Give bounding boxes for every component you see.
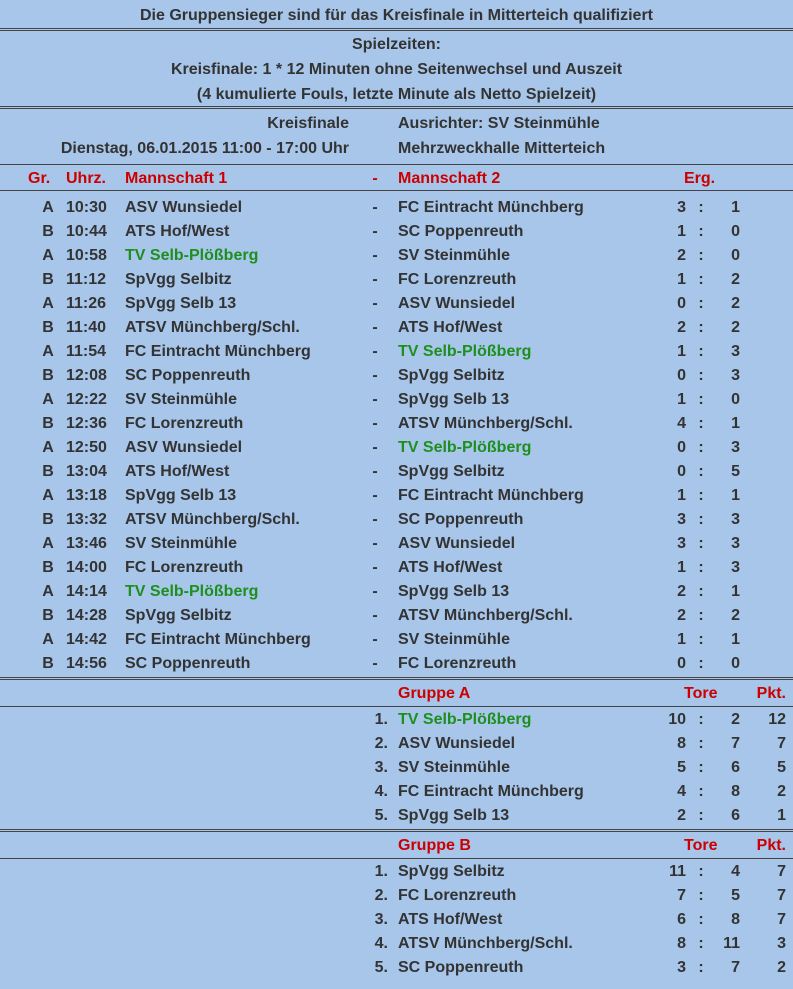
standings-position: 1.	[374, 711, 388, 728]
standings-points: 3	[777, 935, 786, 952]
event-venue: Mehrzweckhalle Mitterteich	[398, 140, 606, 157]
match-group: B	[42, 319, 54, 336]
match-score-colon: :	[698, 343, 704, 360]
match-team1: FC Lorenzreuth	[125, 415, 244, 432]
match-team1: FC Lorenzreuth	[125, 559, 244, 576]
match-row	[0, 654, 793, 678]
standings-goals-against: 7	[731, 735, 740, 752]
standings-goals-for: 8	[677, 935, 686, 952]
match-team1: TV Selb-Plößberg	[125, 583, 259, 600]
match-score-away: 1	[731, 487, 740, 504]
match-dash: -	[372, 367, 378, 384]
event-host: Ausrichter: SV Steinmühle	[398, 115, 600, 132]
match-score-away: 1	[731, 583, 740, 600]
match-time: 14:56	[66, 655, 107, 672]
column-header-team1: Mannschaft 1	[125, 170, 228, 187]
standings-header-row	[0, 684, 793, 708]
match-group: A	[42, 487, 54, 504]
match-score-colon: :	[698, 631, 704, 648]
match-score-home: 1	[677, 631, 686, 648]
match-score-colon: :	[698, 247, 704, 264]
match-time: 13:04	[66, 463, 107, 480]
match-time: 11:54	[66, 343, 107, 360]
match-group: A	[42, 439, 54, 456]
standings-team: SV Steinmühle	[398, 759, 511, 776]
standings-goals-for: 5	[677, 759, 686, 776]
match-team1: ASV Wunsiedel	[125, 439, 243, 456]
match-team2: SpVgg Selbitz	[398, 367, 505, 384]
event-name: Kreisfinale	[267, 115, 349, 132]
match-team2: SC Poppenreuth	[398, 511, 524, 528]
match-dash: -	[372, 295, 378, 312]
match-score-away: 3	[731, 367, 740, 384]
standings-team: TV Selb-Plößberg	[398, 711, 532, 728]
match-score-away: 2	[731, 271, 740, 288]
spielzeiten-line-1: Kreisfinale: 1 * 12 Minuten ohne Seitenwechsel und Auszeit	[170, 61, 623, 78]
standings-group-title: Gruppe B	[398, 837, 471, 854]
match-team1: ATSV Münchberg/Schl.	[125, 319, 300, 336]
spielzeiten-line-2: (4 kumulierte Fouls, letzte Minute als Netto Spielzeit)	[196, 86, 597, 103]
standings-header-row	[0, 836, 793, 860]
standings-goals-colon: :	[698, 735, 704, 752]
divider	[0, 829, 793, 832]
match-group: A	[42, 391, 54, 408]
match-score-home: 1	[677, 487, 686, 504]
standings-row	[0, 782, 793, 806]
standings-position: 5.	[374, 959, 388, 976]
divider	[0, 106, 793, 109]
match-time: 13:18	[66, 487, 107, 504]
standings-points: 7	[777, 735, 786, 752]
match-time: 13:32	[66, 511, 107, 528]
match-team1: ATSV Münchberg/Schl.	[125, 511, 300, 528]
standings-team: ATSV Münchberg/Schl.	[398, 935, 573, 952]
standings-goals-label: Tore	[684, 837, 718, 854]
match-dash: -	[372, 487, 378, 504]
match-score-home: 3	[677, 199, 686, 216]
match-score-colon: :	[698, 487, 704, 504]
match-row	[0, 366, 793, 390]
standings-goals-colon: :	[698, 711, 704, 728]
match-dash: -	[372, 607, 378, 624]
match-score-colon: :	[698, 319, 704, 336]
match-score-away: 2	[731, 319, 740, 336]
match-score-away: 2	[731, 607, 740, 624]
match-row	[0, 558, 793, 582]
standings-position: 5.	[374, 807, 388, 824]
match-row	[0, 246, 793, 270]
match-team2: ATS Hof/West	[398, 559, 503, 576]
match-team1: SpVgg Selb 13	[125, 487, 237, 504]
match-score-home: 0	[677, 655, 686, 672]
match-row	[0, 342, 793, 366]
standings-team: SpVgg Selb 13	[398, 807, 510, 824]
match-time: 12:22	[66, 391, 107, 408]
column-header-result: Erg.	[684, 170, 716, 187]
standings-team: FC Lorenzreuth	[398, 887, 517, 904]
standings-goals-colon: :	[698, 887, 704, 904]
match-score-away: 1	[731, 415, 740, 432]
match-dash: -	[372, 319, 378, 336]
match-row	[0, 294, 793, 318]
match-row	[0, 606, 793, 630]
standings-goals-for: 11	[669, 863, 686, 880]
standings-goals-for: 10	[668, 711, 686, 728]
match-score-colon: :	[698, 439, 704, 456]
standings-goals-against: 7	[731, 959, 740, 976]
match-group: B	[42, 655, 54, 672]
match-score-colon: :	[698, 367, 704, 384]
match-team2: SC Poppenreuth	[398, 223, 524, 240]
standings-points: 5	[777, 759, 786, 776]
match-dash: -	[372, 631, 378, 648]
standings-position: 4.	[374, 935, 388, 952]
standings-goals-colon: :	[698, 935, 704, 952]
standings-goals-for: 7	[677, 887, 686, 904]
match-score-away: 3	[731, 439, 740, 456]
match-team2: FC Lorenzreuth	[398, 655, 517, 672]
match-row	[0, 582, 793, 606]
standings-goals-for: 3	[677, 959, 686, 976]
match-time: 14:42	[66, 631, 107, 648]
match-time: 10:30	[66, 199, 107, 216]
qualification-note: Die Gruppensieger sind für das Kreisfinale in Mitterteich qualifiziert	[140, 7, 653, 24]
standings-row	[0, 958, 793, 982]
match-time: 11:26	[66, 295, 107, 312]
match-score-away: 5	[731, 463, 740, 480]
match-team1: SV Steinmühle	[125, 391, 238, 408]
match-team1: TV Selb-Plößberg	[125, 247, 259, 264]
match-team2: ASV Wunsiedel	[398, 535, 516, 552]
match-time: 12:50	[66, 439, 107, 456]
column-header-group: Gr.	[28, 170, 51, 187]
match-dash: -	[372, 415, 378, 432]
match-group: B	[42, 223, 54, 240]
match-group: B	[42, 415, 54, 432]
match-team2: TV Selb-Plößberg	[398, 439, 532, 456]
match-group: B	[42, 607, 54, 624]
match-score-away: 0	[731, 655, 740, 672]
match-score-home: 0	[677, 367, 686, 384]
standings-team: FC Eintracht Münchberg	[398, 783, 584, 800]
divider	[0, 190, 793, 191]
match-team2: ATSV Münchberg/Schl.	[398, 415, 573, 432]
match-score-away: 0	[731, 247, 740, 264]
match-team1: ATS Hof/West	[125, 463, 230, 480]
match-team2: TV Selb-Plößberg	[398, 343, 532, 360]
match-team2: ASV Wunsiedel	[398, 295, 516, 312]
match-row	[0, 462, 793, 486]
match-dash: -	[372, 583, 378, 600]
match-dash: -	[372, 223, 378, 240]
match-score-away: 0	[731, 391, 740, 408]
match-team2: ATS Hof/West	[398, 319, 503, 336]
standings-goals-against: 5	[731, 887, 740, 904]
match-score-colon: :	[698, 535, 704, 552]
standings-goals-against: 2	[731, 711, 740, 728]
standings-row	[0, 806, 793, 830]
match-team2: SpVgg Selb 13	[398, 391, 510, 408]
standings-points: 2	[777, 959, 786, 976]
match-group: B	[42, 511, 54, 528]
match-score-away: 1	[731, 631, 740, 648]
match-group: A	[42, 535, 54, 552]
match-score-colon: :	[698, 607, 704, 624]
match-time: 12:08	[66, 367, 107, 384]
match-team2: FC Eintracht Münchberg	[398, 199, 584, 216]
match-team1: SpVgg Selb 13	[125, 295, 237, 312]
match-row	[0, 510, 793, 534]
standings-points: 7	[777, 887, 786, 904]
match-dash: -	[372, 463, 378, 480]
match-group: A	[42, 247, 54, 264]
standings-row	[0, 934, 793, 958]
match-dash: -	[372, 247, 378, 264]
match-team2: FC Eintracht Münchberg	[398, 487, 584, 504]
standings-position: 2.	[374, 735, 388, 752]
match-group: A	[42, 199, 54, 216]
match-team1: SV Steinmühle	[125, 535, 238, 552]
match-score-colon: :	[698, 199, 704, 216]
standings-goals-against: 4	[731, 863, 740, 880]
standings-team: SC Poppenreuth	[398, 959, 524, 976]
column-header-time: Uhrz.	[66, 170, 106, 187]
match-score-away: 1	[731, 199, 740, 216]
divider	[0, 677, 793, 680]
match-time: 10:44	[66, 223, 107, 240]
match-score-colon: :	[698, 583, 704, 600]
standings-points: 2	[777, 783, 786, 800]
divider	[0, 706, 793, 707]
match-score-home: 2	[677, 607, 686, 624]
match-dash: -	[372, 343, 378, 360]
match-row	[0, 198, 793, 222]
match-dash: -	[372, 535, 378, 552]
match-score-home: 3	[677, 535, 686, 552]
column-header-dash: -	[372, 170, 378, 187]
match-team1: SpVgg Selbitz	[125, 271, 232, 288]
match-dash: -	[372, 271, 378, 288]
standings-goals-for: 8	[677, 735, 686, 752]
standings-goals-colon: :	[698, 959, 704, 976]
divider	[0, 28, 793, 31]
match-row	[0, 390, 793, 414]
divider	[0, 858, 793, 859]
match-score-away: 3	[731, 559, 740, 576]
match-score-away: 3	[731, 343, 740, 360]
match-score-home: 1	[677, 559, 686, 576]
match-row	[0, 534, 793, 558]
standings-team: SpVgg Selbitz	[398, 863, 505, 880]
standings-row	[0, 886, 793, 910]
standings-goals-for: 2	[677, 807, 686, 824]
match-time: 14:14	[66, 583, 107, 600]
match-team2: SpVgg Selbitz	[398, 463, 505, 480]
standings-points: 7	[777, 911, 786, 928]
standings-points: 7	[777, 863, 786, 880]
standings-goals-against: 8	[731, 911, 740, 928]
match-group: A	[42, 343, 54, 360]
match-score-home: 0	[677, 439, 686, 456]
match-score-colon: :	[698, 295, 704, 312]
match-team1: SpVgg Selbitz	[125, 607, 232, 624]
divider	[0, 164, 793, 165]
match-team1: SC Poppenreuth	[125, 367, 251, 384]
standings-row	[0, 710, 793, 734]
match-group: B	[42, 271, 54, 288]
match-score-colon: :	[698, 463, 704, 480]
match-score-away: 0	[731, 223, 740, 240]
match-team2: SpVgg Selb 13	[398, 583, 510, 600]
match-score-away: 3	[731, 535, 740, 552]
match-dash: -	[372, 655, 378, 672]
match-score-colon: :	[698, 415, 704, 432]
match-score-home: 0	[677, 463, 686, 480]
match-score-away: 2	[731, 295, 740, 312]
match-time: 14:00	[66, 559, 107, 576]
match-score-home: 1	[677, 271, 686, 288]
match-team1: FC Eintracht Münchberg	[125, 631, 311, 648]
match-team2: ATSV Münchberg/Schl.	[398, 607, 573, 624]
match-score-home: 0	[677, 295, 686, 312]
standings-position: 2.	[374, 887, 388, 904]
standings-goals-for: 4	[677, 783, 686, 800]
standings-goals-colon: :	[698, 807, 704, 824]
match-group: A	[42, 295, 54, 312]
match-row	[0, 270, 793, 294]
standings-goals-against: 8	[731, 783, 740, 800]
standings-position: 3.	[374, 759, 388, 776]
standings-row	[0, 758, 793, 782]
match-score-home: 2	[677, 319, 686, 336]
standings-row	[0, 734, 793, 758]
match-group: A	[42, 631, 54, 648]
standings-team: ASV Wunsiedel	[398, 735, 516, 752]
match-score-home: 1	[677, 343, 686, 360]
match-time: 10:58	[66, 247, 107, 264]
match-team2: SV Steinmühle	[398, 247, 511, 264]
match-row	[0, 630, 793, 654]
standings-points: 12	[768, 711, 786, 728]
standings-team: ATS Hof/West	[398, 911, 503, 928]
match-score-home: 1	[677, 223, 686, 240]
match-time: 11:40	[66, 319, 107, 336]
standings-points: 1	[777, 807, 786, 824]
match-score-home: 1	[677, 391, 686, 408]
standings-goals-colon: :	[698, 759, 704, 776]
standings-goals-against: 11	[723, 935, 740, 952]
standings-goals-colon: :	[698, 911, 704, 928]
match-group: B	[42, 367, 54, 384]
match-score-colon: :	[698, 271, 704, 288]
match-team1: SC Poppenreuth	[125, 655, 251, 672]
match-group: B	[42, 463, 54, 480]
match-team1: ASV Wunsiedel	[125, 199, 243, 216]
match-team2: FC Lorenzreuth	[398, 271, 517, 288]
match-score-colon: :	[698, 559, 704, 576]
match-time: 11:12	[66, 271, 107, 288]
match-score-colon: :	[698, 391, 704, 408]
match-dash: -	[372, 439, 378, 456]
match-score-home: 4	[677, 415, 686, 432]
standings-goals-against: 6	[731, 807, 740, 824]
match-dash: -	[372, 391, 378, 408]
match-row	[0, 486, 793, 510]
match-score-home: 2	[677, 247, 686, 264]
standings-row	[0, 910, 793, 934]
match-score-away: 3	[731, 511, 740, 528]
match-score-home: 3	[677, 511, 686, 528]
standings-points-label: Pkt.	[756, 837, 786, 854]
match-dash: -	[372, 199, 378, 216]
match-team1: FC Eintracht Münchberg	[125, 343, 311, 360]
match-group: B	[42, 559, 54, 576]
match-score-colon: :	[698, 223, 704, 240]
match-row	[0, 414, 793, 438]
standings-goals-against: 6	[731, 759, 740, 776]
match-time: 14:28	[66, 607, 107, 624]
match-time: 13:46	[66, 535, 107, 552]
standings-goals-label: Tore	[684, 685, 718, 702]
standings-group-title: Gruppe A	[398, 685, 471, 702]
standings-position: 4.	[374, 783, 388, 800]
match-row	[0, 438, 793, 462]
standings-goals-colon: :	[698, 783, 704, 800]
match-score-colon: :	[698, 511, 704, 528]
standings-row	[0, 862, 793, 886]
match-dash: -	[372, 511, 378, 528]
standings-position: 1.	[374, 863, 388, 880]
match-row	[0, 318, 793, 342]
match-score-colon: :	[698, 655, 704, 672]
column-header-team2: Mannschaft 2	[398, 170, 501, 187]
spielzeiten-title: Spielzeiten:	[352, 36, 441, 53]
match-team1: ATS Hof/West	[125, 223, 230, 240]
match-group: A	[42, 583, 54, 600]
match-dash: -	[372, 559, 378, 576]
match-time: 12:36	[66, 415, 107, 432]
event-date-time: Dienstag, 06.01.2015 11:00 - 17:00 Uhr	[60, 140, 349, 157]
match-team2: SV Steinmühle	[398, 631, 511, 648]
standings-goals-colon: :	[698, 863, 704, 880]
standings-goals-for: 6	[677, 911, 686, 928]
match-score-home: 2	[677, 583, 686, 600]
standings-points-label: Pkt.	[756, 685, 786, 702]
standings-position: 3.	[374, 911, 388, 928]
match-row	[0, 222, 793, 246]
